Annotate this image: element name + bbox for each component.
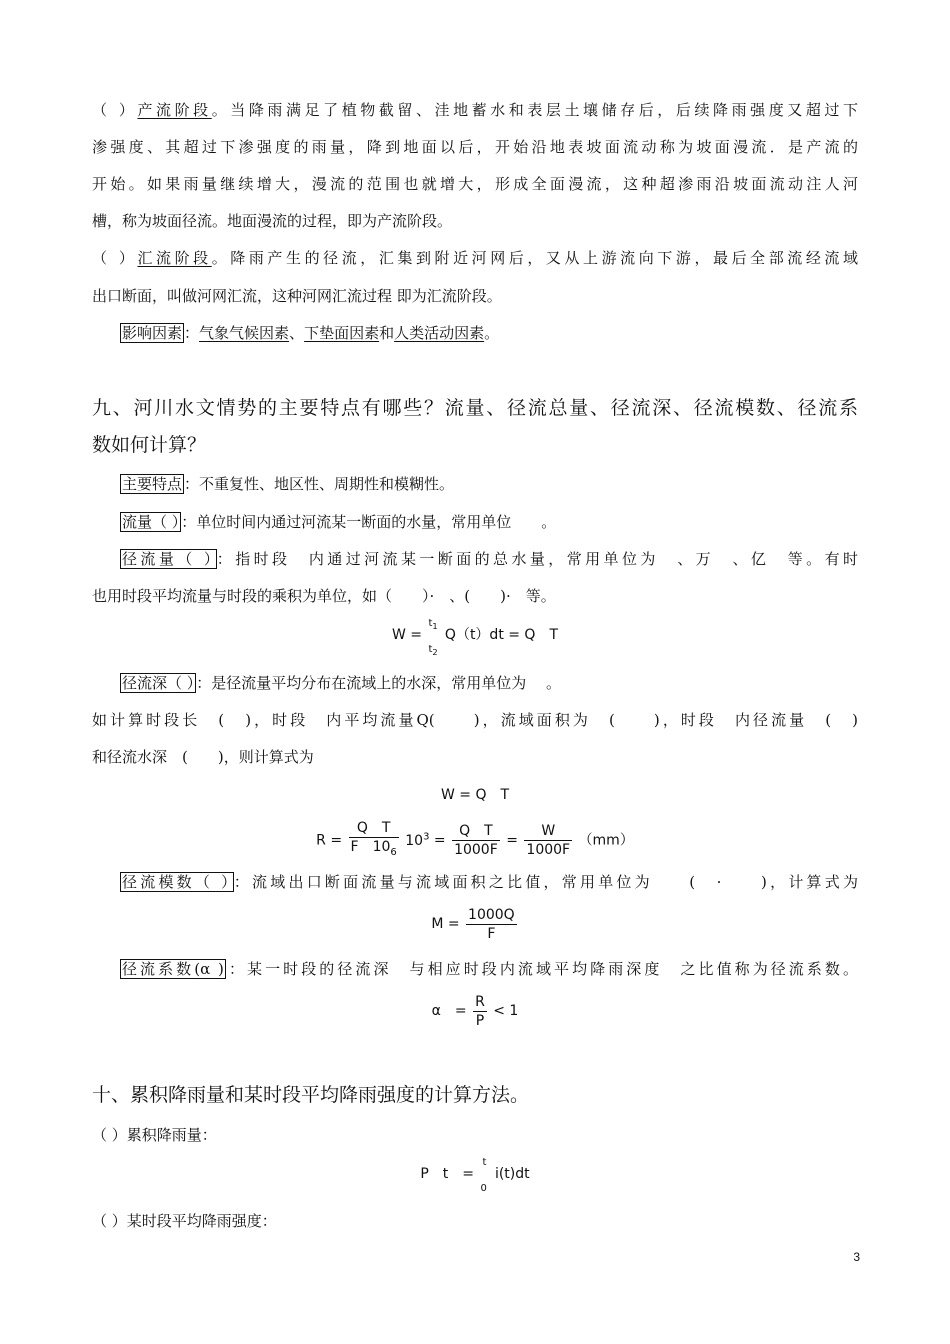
text: ：指时段 内通过河流某一断面的总水量，常用单位为 、万 、亿 等。有时 — [216, 550, 858, 568]
equation-w-integral — [0, 615, 950, 667]
boxed-label: 影响因素 — [122, 324, 183, 342]
boxed-label: 流量（ ） — [122, 513, 180, 531]
upper-limit-index: 1 — [432, 621, 438, 631]
numerator: Q T — [452, 822, 500, 841]
eq-lhs: M = — [431, 916, 460, 932]
separator: 、 — [289, 324, 305, 342]
factor-climate: 气象气候因素 — [199, 324, 290, 342]
denominator: P — [475, 1012, 485, 1029]
colon: ： — [184, 324, 200, 342]
runoff-coefficient-definition — [120, 958, 858, 980]
section-10-title: 十、累积降雨量和某时段平均降雨强度的计算方法。 — [92, 1084, 530, 1106]
integral-limits — [478, 1154, 490, 1194]
flow-definition — [120, 511, 858, 533]
main-features — [120, 473, 858, 495]
equals: = — [433, 832, 446, 849]
lower-limit-var: t — [428, 644, 433, 655]
denominator: 1000F — [526, 842, 571, 859]
integral-limits — [426, 615, 440, 655]
fraction-2 — [452, 822, 500, 859]
denominator: 1000F — [454, 842, 498, 859]
average-intensity-item: （ ）某时段平均降雨强度： — [92, 1212, 277, 1230]
text: ：流域出口断面流量与流域面积之比值，常用单位为 ( · )，计算式为 — [233, 873, 858, 891]
runoff-depth-definition — [120, 672, 858, 694]
section-9-title-line-1: 九、河川水文情势的主要特点有哪些？流量、径流总量、径流深、径流模数、径流系 — [92, 397, 858, 419]
fraction — [473, 993, 487, 1030]
runoff-volume-line-1 — [120, 548, 858, 570]
para-runoff-generation-line-1 — [92, 99, 858, 121]
eq-body: i(t)dt — [494, 1166, 530, 1182]
numerator: W — [524, 822, 572, 841]
para-runoff-generation-line-2: 渗强度、其超过下渗强度的雨量，降到地面以后，开始沿地表坡面流动称为坡面漫流．是产流的 — [92, 138, 858, 156]
equals: = — [506, 832, 518, 849]
equation-m — [0, 904, 950, 944]
term-runoff-generation: 产流阶段 — [137, 101, 212, 119]
para-concentration-line-1 — [92, 247, 858, 269]
para-concentration-line-2: 出口断面，叫做河网汇流，这种河网汇流过程 即为汇流阶段。 — [92, 287, 502, 305]
denominator: F — [487, 925, 496, 942]
fraction-3 — [524, 822, 572, 859]
eq-lhs: P t = — [420, 1166, 475, 1182]
exponent: 3 — [423, 831, 430, 842]
power-term — [405, 833, 429, 849]
upper-limit — [428, 615, 437, 635]
numerator: 1000Q — [468, 906, 515, 923]
boxed-label: 径流系数(α ) — [122, 960, 224, 978]
eq-lhs: α = — [431, 1003, 467, 1019]
upper-limit-var: t — [428, 618, 433, 629]
boxed-label: 径流深（ ） — [122, 674, 195, 692]
cumulative-rainfall-item: （ ）累积降雨量： — [92, 1126, 217, 1144]
equation-r — [0, 817, 950, 862]
equation-w: W = Q T — [440, 787, 510, 803]
boxed-label: 径流量（ ） — [122, 550, 215, 568]
item-number: （ ） — [92, 249, 138, 267]
base: 10 — [405, 832, 424, 849]
text: ：单位时间内通过河流某一断面的水量，常用单位 。 — [181, 513, 557, 531]
lower-limit-index: 2 — [432, 647, 438, 657]
equation-alpha — [0, 991, 950, 1031]
exponent: 6 — [390, 847, 397, 859]
text: ：某一时段的径流深 与相应时段内流域平均降雨深度 之比值称为径流系数。 — [225, 960, 858, 978]
lower-limit — [428, 641, 437, 661]
item-number: （ ） — [92, 101, 138, 119]
unit: （mm） — [578, 832, 634, 849]
boxed-label: 主要特点 — [122, 475, 183, 493]
fraction — [466, 906, 517, 943]
eq-rhs: < 1 — [493, 1003, 519, 1019]
runoff-depth-line-3: 和径流水深 ( )，则计算式为 — [92, 748, 314, 766]
lower-limit: 0 — [480, 1183, 487, 1194]
eq-lhs: R = — [316, 832, 343, 849]
numerator: Q T — [349, 819, 399, 838]
upper-limit: t — [482, 1157, 487, 1168]
para-runoff-generation-line-3: 开始。如果雨量继续增大，漫流的范围也就增大，形成全面漫流，这种超渗雨沿坡面流动注人河 — [92, 175, 858, 193]
numerator: R — [475, 993, 485, 1010]
runoff-modulus-definition — [120, 871, 858, 893]
runoff-volume-line-2: 也用时段平均流量与时段的乘积为单位，如（ ）· 、( )· 等。 — [92, 587, 556, 605]
page-number: 3 — [853, 1250, 860, 1264]
section-9-title-line-2: 数如何计算？ — [92, 434, 207, 456]
influencing-factors — [120, 322, 858, 344]
text: ：不重复性、地区性、周期性和模糊性。 — [184, 475, 455, 493]
boxed-label: 径流模数（ ） — [122, 873, 232, 891]
equation-p — [0, 1154, 950, 1204]
denominator-text: F 10 — [350, 839, 391, 856]
term-concentration: 汇流阶段 — [137, 249, 212, 267]
conjunction: 和 — [379, 324, 395, 342]
text: 。当降雨满足了植物截留、洼地蓄水和表层土壤储存后，后续降雨强度又超过下 — [211, 101, 858, 119]
denominator — [349, 838, 399, 862]
text: 。降雨产生的径流，汇集到附近河网后，又从上游流向下游，最后全部流经流域 — [211, 249, 858, 267]
text: ：是径流量平均分布在流域上的水深，常用单位为 。 — [196, 674, 562, 692]
factor-underlying-surface: 下垫面因素 — [304, 324, 380, 342]
factor-human-activity: 人类活动因素 — [394, 324, 485, 342]
eq-body: Q（t）dt = Q T — [444, 627, 559, 643]
period: 。 — [484, 324, 500, 342]
eq-lhs: W = — [391, 627, 423, 643]
runoff-depth-line-2: 如计算时段长 ( )，时段 内平均流量Q( )，流域面积为 ( )，时段 内径流量 ( ) — [92, 711, 858, 729]
fraction-1 — [349, 819, 399, 862]
para-runoff-generation-line-4: 槽，称为坡面径流。地面漫流的过程，即为产流阶段。 — [92, 212, 453, 230]
